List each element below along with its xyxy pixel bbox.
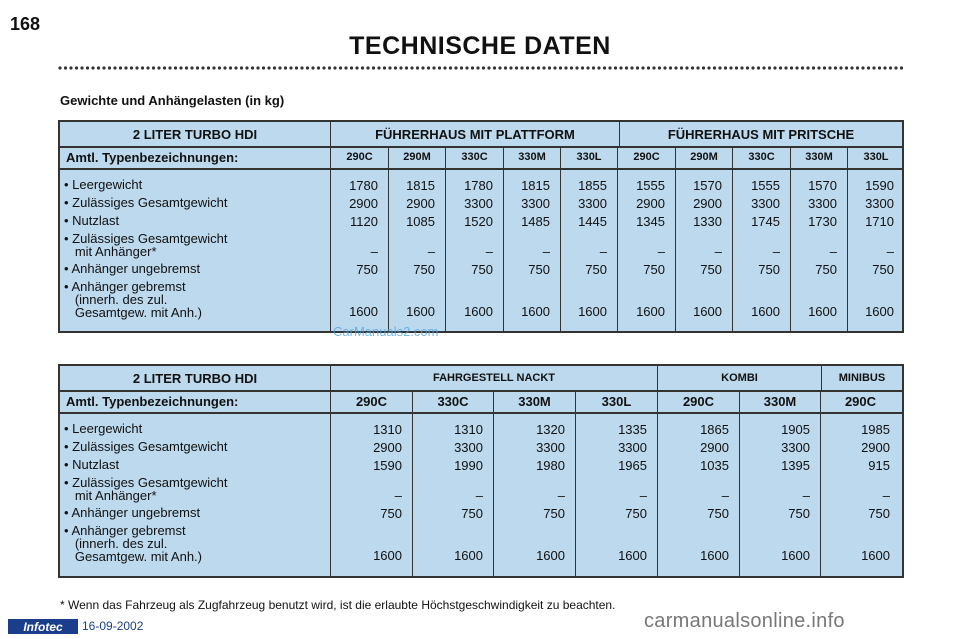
table-cell-value: 750 <box>380 506 402 521</box>
table-cell-value: 1590 <box>373 458 402 473</box>
table-header-row <box>60 366 902 392</box>
table-cell-value: 1600 <box>861 548 890 563</box>
table-cell-value: 1035 <box>700 458 729 473</box>
table-cell-value: – <box>721 488 729 503</box>
table-cell-value: 1600 <box>454 548 483 563</box>
table-cell-value: 1710 <box>865 214 894 229</box>
table-cell-value: 750 <box>707 506 729 521</box>
column-divider <box>657 390 658 412</box>
table-cell-value: – <box>542 244 550 259</box>
group-heading-plattform: FÜHRERHAUS MIT PLATTFORM <box>375 126 575 142</box>
table-cell-value: – <box>772 244 780 259</box>
table-cell-value: 1985 <box>861 422 890 437</box>
column-divider <box>445 146 446 168</box>
column-divider <box>575 390 576 412</box>
table-cell-value: 1815 <box>406 178 435 193</box>
table-cell-value: 1310 <box>373 422 402 437</box>
table-cell-value: 3300 <box>464 196 493 211</box>
type-designation-label: Amtl. Typenbezeichnungen: <box>66 393 239 409</box>
table-cell-value: – <box>802 488 810 503</box>
table-cell-value: 1815 <box>521 178 550 193</box>
table-cell-value: – <box>639 488 647 503</box>
table-cell-value: 750 <box>872 262 894 277</box>
table-header-row <box>60 122 902 148</box>
table-cell-value: 1990 <box>454 458 483 473</box>
table-cell-value: 1780 <box>464 178 493 193</box>
table-cell-value: 1600 <box>751 304 780 319</box>
table-cell-value: 3300 <box>536 440 565 455</box>
table-cell-value: 750 <box>471 262 493 277</box>
table-cell-value: 2900 <box>406 196 435 211</box>
table-cell-value: 2900 <box>693 196 722 211</box>
row-label: • Anhänger gebremst (innerh. des zul. Gesamtgew. mit Anh.) <box>64 279 202 320</box>
type-column-header: 290C <box>682 393 715 409</box>
type-column-header: 330M <box>805 151 833 163</box>
engine-heading: 2 LITER TURBO HDI <box>132 370 258 386</box>
table-cell-value: – <box>370 244 378 259</box>
engine-heading: 2 LITER TURBO HDI <box>132 126 258 142</box>
table-cell-value: 1335 <box>618 422 647 437</box>
row-label: • Zulässiges Gesamtgewicht mit Anhänger* <box>64 475 228 503</box>
table-cell-value: 750 <box>413 262 435 277</box>
type-column-header: 330M <box>518 393 551 409</box>
page-number: 168 <box>10 14 41 34</box>
group-heading-pritsche: FÜHRERHAUS MIT PRITSCHE <box>667 126 855 142</box>
column-divider <box>560 146 561 168</box>
table-cell-value: 1600 <box>618 548 647 563</box>
table-cell-value: 1980 <box>536 458 565 473</box>
row-label: • Leergewicht <box>64 177 143 192</box>
row-label: • Zulässiges Gesamtgewicht <box>64 439 228 454</box>
table-cell-value: – <box>882 488 890 503</box>
column-divider <box>617 146 618 168</box>
row-label: • Zulässiges Gesamtgewicht <box>64 195 228 210</box>
group-heading-minibus: MINIBUS <box>838 372 886 384</box>
table-cell-value: – <box>829 244 837 259</box>
page-title: TECHNISCHE DATEN <box>349 32 611 60</box>
table-cell-value: 1600 <box>373 548 402 563</box>
table-cell-value: 1085 <box>406 214 435 229</box>
table-cell-value: 1555 <box>636 178 665 193</box>
type-column-header: 290C <box>633 151 660 163</box>
table-cell-value: 3300 <box>578 196 607 211</box>
type-column-header: 330L <box>576 151 602 163</box>
table-cell-value: 750 <box>643 262 665 277</box>
group-heading-kombi: KOMBI <box>721 372 758 384</box>
row-label: • Anhänger ungebremst <box>64 261 201 276</box>
column-divider <box>330 146 331 168</box>
table-cell-value: 2900 <box>636 196 665 211</box>
table-cell-value: – <box>657 244 665 259</box>
table-cell-value: 3300 <box>521 196 550 211</box>
table-cell-value: 1965 <box>618 458 647 473</box>
table-cell-value: – <box>714 244 722 259</box>
table-cell-value: 3300 <box>781 440 810 455</box>
table-cell-value: 750 <box>758 262 780 277</box>
table-cell-value: 1600 <box>464 304 493 319</box>
table-cell-value: 1730 <box>808 214 837 229</box>
table-cell-value: 915 <box>868 458 890 473</box>
table-cell-value: 3300 <box>751 196 780 211</box>
group-heading-fahrgestell: FAHRGESTELL NACKT <box>432 372 556 384</box>
table-cell-value: – <box>599 244 607 259</box>
section-subtitle: Gewichte und Anhängelasten (in kg) <box>60 93 285 108</box>
table-cell-value: 1120 <box>350 214 378 229</box>
table-cell-value: 1445 <box>578 214 607 229</box>
table-cell-value: 1600 <box>536 548 565 563</box>
table-cell-value: 1600 <box>781 548 810 563</box>
table-cell-value: 3300 <box>865 196 894 211</box>
table-cell-value: 1310 <box>454 422 483 437</box>
table-cell-value: 1600 <box>349 304 378 319</box>
table-cell-value: 1745 <box>751 214 780 229</box>
row-label: • Anhänger gebremst (innerh. des zul. Gesamtgew. mit Anh.) <box>64 523 202 564</box>
type-designation-row <box>60 146 902 170</box>
table-cell-value: 2900 <box>700 440 729 455</box>
table-cell-value: 1905 <box>781 422 810 437</box>
row-label: • Anhänger ungebremst <box>64 505 201 520</box>
type-column-header: 290M <box>403 151 431 163</box>
column-divider <box>412 390 413 412</box>
table-cell-value: 2900 <box>373 440 402 455</box>
table-cell-value: 750 <box>788 506 810 521</box>
table-cell-value: 750 <box>528 262 550 277</box>
type-column-header: 290C <box>346 151 373 163</box>
table-cell-value: 1600 <box>693 304 722 319</box>
type-column-header: 330C <box>437 393 469 409</box>
table-cell-value: 3300 <box>454 440 483 455</box>
column-divider <box>388 146 389 168</box>
table-cell-value: 750 <box>815 262 837 277</box>
table-cell-value: 1520 <box>464 214 493 229</box>
table-cell-value: 750 <box>700 262 722 277</box>
type-column-header: 330M <box>763 393 797 409</box>
table-cell-value: 1570 <box>693 178 722 193</box>
table-cell-value: 1570 <box>808 178 837 193</box>
type-column-header: 330M <box>518 151 546 163</box>
column-divider <box>675 146 676 168</box>
type-column-header: 290C <box>355 393 388 409</box>
type-column-header: 330C <box>748 151 775 163</box>
table-cell-value: 3300 <box>618 440 647 455</box>
type-column-header: 330L <box>601 393 632 409</box>
type-designation-row <box>60 390 902 414</box>
column-divider <box>820 390 821 412</box>
type-column-header: 330L <box>863 151 889 163</box>
column-divider <box>493 390 494 412</box>
table-cell-value: 1555 <box>751 178 780 193</box>
type-designation-label: Amtl. Typenbezeichnungen: <box>66 149 239 165</box>
table-cell-value: – <box>427 244 435 259</box>
footnote: * Wenn das Fahrzeug als Zugfahrzeug benutzt wird, ist die erlaubte Höchstgeschwindigkeit zu beachten. <box>60 598 616 612</box>
table-cell-value: 1600 <box>521 304 550 319</box>
table-cell-value: – <box>475 488 483 503</box>
table-cell-value: 1600 <box>578 304 607 319</box>
column-divider <box>739 390 740 412</box>
table-cell-value: 750 <box>543 506 565 521</box>
table-cell-value: 750 <box>356 262 378 277</box>
table-cell-value: 1320 <box>536 422 565 437</box>
table-cell-value: 1600 <box>808 304 837 319</box>
weights-table-fahrgestell-kombi-minibus <box>58 364 904 578</box>
column-divider <box>847 146 848 168</box>
table-cell-value: 750 <box>625 506 647 521</box>
table-cell-value: 750 <box>585 262 607 277</box>
type-column-header: 330C <box>461 151 488 163</box>
row-label: • Nutzlast <box>64 213 120 228</box>
row-label: • Zulässiges Gesamtgewicht mit Anhänger* <box>64 231 228 259</box>
table-cell-value: 1865 <box>700 422 729 437</box>
column-divider <box>330 390 331 412</box>
table-cell-value: – <box>394 488 402 503</box>
table-cell-value: 1330 <box>693 214 722 229</box>
table-cell-value: 2900 <box>861 440 890 455</box>
table-cell-value: 1600 <box>636 304 665 319</box>
watermark-text: CarManuals2.com <box>333 324 439 339</box>
type-column-header: 290C <box>844 393 877 409</box>
table-cell-value: 1590 <box>865 178 894 193</box>
table-cell-value: 1780 <box>349 178 378 193</box>
table-cell-value: – <box>485 244 493 259</box>
table-cell-value: 1855 <box>578 178 607 193</box>
table-cell-value: 1395 <box>781 458 810 473</box>
column-divider <box>503 146 504 168</box>
type-column-header: 290M <box>690 151 718 163</box>
table-cell-value: 750 <box>868 506 890 521</box>
dotted-divider <box>58 64 904 72</box>
table-cell-value: 1485 <box>521 214 550 229</box>
table-cell-value: 1600 <box>865 304 894 319</box>
infotec-logo: Infotec <box>8 619 78 634</box>
table-cell-value: – <box>886 244 894 259</box>
table-cell-value: 3300 <box>808 196 837 211</box>
table-cell-value: 2900 <box>349 196 378 211</box>
column-divider <box>790 146 791 168</box>
table-cell-value: 1600 <box>700 548 729 563</box>
row-label: • Leergewicht <box>64 421 143 436</box>
row-label: • Nutzlast <box>64 457 120 472</box>
weights-table-platform-pritsche <box>58 120 904 333</box>
table-cell-value: 1600 <box>406 304 435 319</box>
site-watermark: carmanualsonline.info <box>644 610 845 632</box>
column-divider <box>732 146 733 168</box>
table-cell-value: – <box>557 488 565 503</box>
table-cell-value: 750 <box>461 506 483 521</box>
footer-date: 16-09-2002 <box>82 619 144 633</box>
table-cell-value: 1345 <box>636 214 665 229</box>
